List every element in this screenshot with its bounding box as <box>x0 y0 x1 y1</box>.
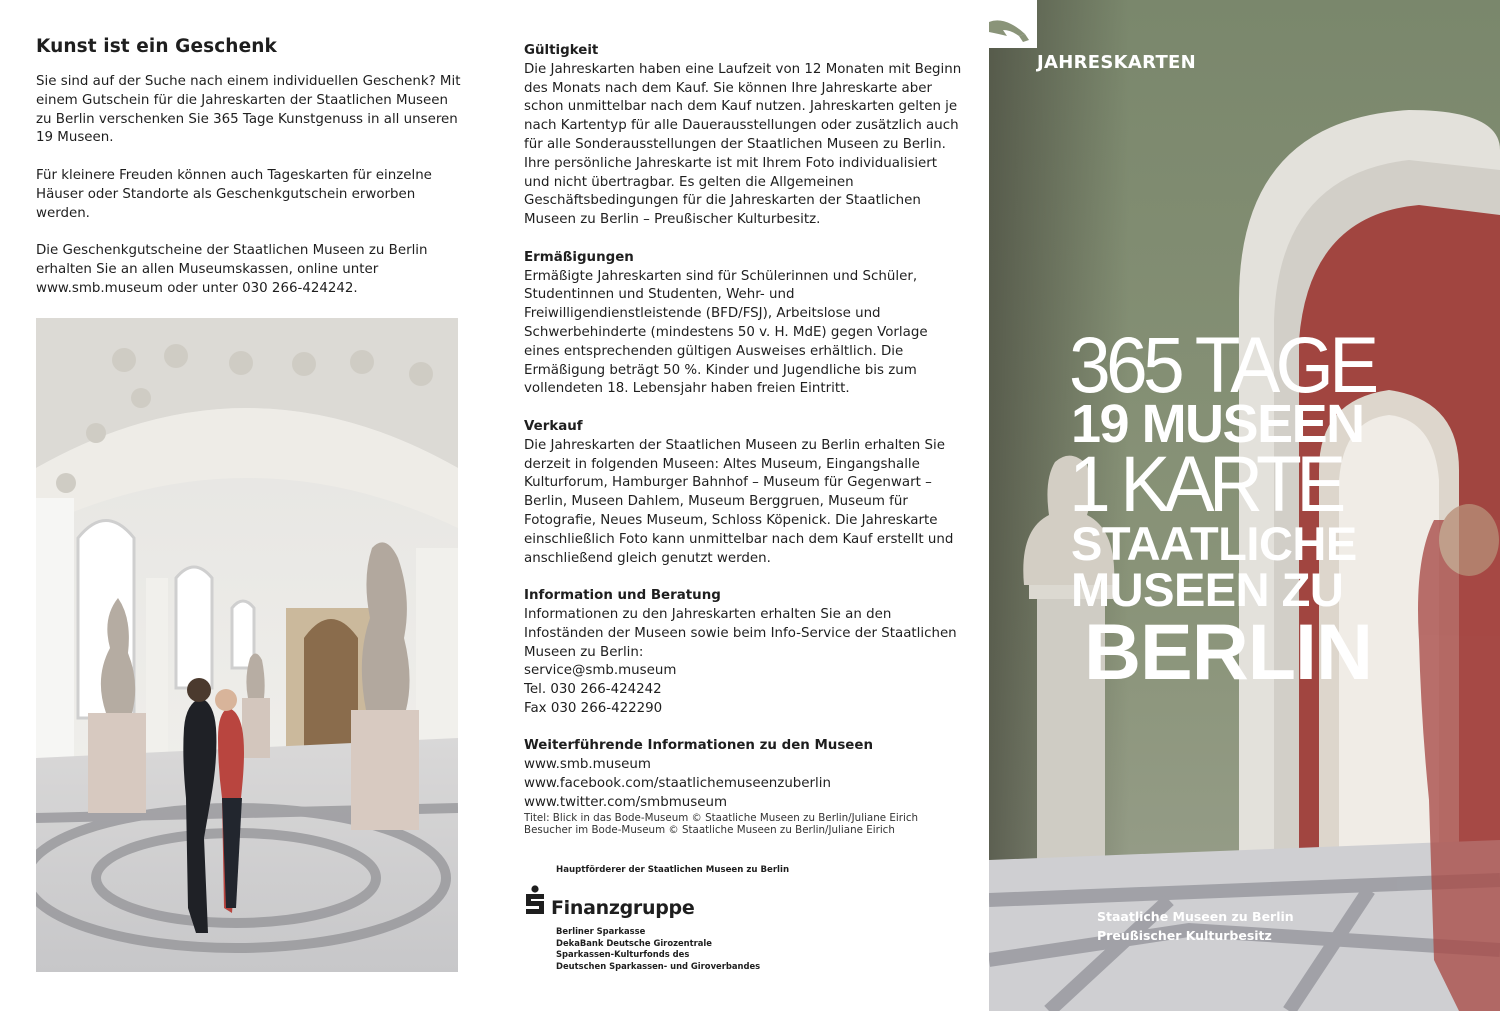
headline-365-tage: 365 TAGE <box>1069 320 1375 409</box>
link-twitter[interactable]: www.twitter.com/smbmuseum <box>524 794 727 810</box>
sponsor-member: Berliner Sparkasse <box>556 926 646 936</box>
headline-1-karte: 1 KARTE <box>1069 439 1341 528</box>
sponsor-member: Deutschen Sparkassen- und Giroverbandes <box>556 960 761 971</box>
sponsor-list <box>556 926 760 972</box>
sparkasse-logo-icon <box>524 885 546 915</box>
info-tel: Tel. 030 266-424242 <box>524 682 662 698</box>
validity-section <box>524 42 964 230</box>
headline-staatliche: STAATLICHE <box>1071 517 1357 570</box>
info-email[interactable]: service@smb.museum <box>524 663 677 679</box>
credit-line-2: Besucher im Bode-Museum © Staatliche Museen zu Berlin/Juliane Eirich <box>524 824 895 837</box>
sponsor-heading: Hauptförderer der Staatlichen Museen zu Berlin <box>556 865 790 875</box>
validity-title: Gültigkeit <box>524 43 599 58</box>
gift-heading: Kunst ist ein Geschenk <box>36 36 277 57</box>
sponsor-member: DekaBank Deutsche Girozentrale <box>556 937 712 948</box>
link-facebook[interactable]: www.facebook.com/staatlichemuseenzuberlin <box>524 776 831 792</box>
photo-credits <box>524 812 918 836</box>
sales-body: Die Jahreskarten der Staatlichen Museen zu Berlin erhalten Sie derzeit in folgenden Museen: Altes Museum, Eingangshalle Kulturforum, Hamburger Bahnhof – Museum für Gegenwart – Berlin, Museen Dahlem, Museum Berggruen, Museum für Fotografie, Neues Museum, Schloss Köpenick. Die Jahreskarte einschließlich Foto kann unmittelbar nach dem Kauf erstellt und anschließend gleich genutzt werden. <box>524 437 954 566</box>
finanzgruppe-wordmark: Finanzgruppe <box>551 897 695 919</box>
publisher-text <box>1097 907 1294 945</box>
credit-line-1: Titel: Blick in das Bode-Museum © Staatliche Museen zu Berlin/Juliane Eirich <box>524 812 919 824</box>
info-title: Information und Beratung <box>524 588 721 604</box>
publisher-name: Staatliche Museen zu Berlin <box>1097 909 1294 924</box>
discounts-title: Ermäßigungen <box>524 249 634 265</box>
discounts-body: Ermäßigte Jahreskarten sind für Schülerinnen und Schüler, Studentinnen und Studenten, Wehr- und Freiwilligendienstleistende (BFD/FSJ), Arbeitslose und Schwerbehinderte (mindestens 50 v. H. MdE) gegen Vorlage eines entsprechenden gültigen Ausweises erhältlich. Die Ermäßigung beträgt 50 %. Kinder und Jugendliche bis zum vollendeten 18. Lebensjahr haben freien Eintritt. <box>524 268 928 397</box>
sales-title: Verkauf <box>524 418 583 434</box>
headline-19-museen: 19 MUSEEN <box>1071 394 1364 454</box>
sales-section <box>524 418 964 568</box>
headline-museen-zu: MUSEEN ZU <box>1071 563 1344 616</box>
validity-body: Die Jahreskarten haben eine Laufzeit von 12 Monaten mit Beginn des Monats nach dem Kauf. Sie können Ihre Jahreskarte aber schon unmittelbar nach dem Kauf nutzen. Jahreskarten gelten je nach Kartentyp für alle Dauerausstellungen oder zusätzlich auch für alle Sonderausstellungen der Staatlichen Museen zu Berlin. Ihre persönliche Jahreskarte ist mit Ihrem Foto individualisiert und nicht übertragbar. Es gelten die Allgemeinen Geschäftsbedingungen für die Jahreskarten der Staatlichen Museen zu Berlin – Preußischer Kulturbesitz. <box>524 61 962 228</box>
cover-kicker: JAHRESKARTEN <box>1037 52 1196 73</box>
link-smb[interactable]: www.smb.museum <box>524 757 651 773</box>
headline-berlin: BERLIN <box>1084 607 1373 696</box>
discounts-section <box>524 249 964 399</box>
museum-hall-photo <box>36 318 458 972</box>
info-section <box>524 587 964 719</box>
cover-panel <box>989 0 1500 1011</box>
gift-paragraph-3: Die Geschenkgutscheine der Staatlichen Museen zu Berlin erhalten Sie an allen Museumskassen, online unter www.smb.museum oder unter 030 266-424242. <box>36 243 428 296</box>
info-column <box>524 42 964 831</box>
info-body: Informationen zu den Jahreskarten erhalten Sie an den Infoständen der Museen sowie beim Info-Service der Staatlichen Museen zu Berlin: <box>524 606 957 660</box>
sponsor-member: Sparkassen-Kulturfonds des <box>556 949 690 959</box>
links-section <box>524 737 964 812</box>
links-title: Weiterführende Informationen zu den Museen <box>524 738 873 754</box>
publisher-foundation: Preußischer Kulturbesitz <box>1097 928 1272 943</box>
info-fax: Fax 030 266-422290 <box>524 700 663 716</box>
gift-paragraph-2: Für kleinere Freuden können auch Tageskarten für einzelne Häuser oder Standorte als Geschenkgutschein erworben werden. <box>36 167 432 221</box>
gift-paragraph-1: Sie sind auf der Suche nach einem individuellen Geschenk? Mit einem Gutschein für die Jahreskarten der Staatlichen Museen zu Berlin verschenken Sie 365 Tage Kunstgenuss in all unseren 19 Museen. <box>36 74 461 146</box>
smb-eagle-logo-icon <box>989 0 1037 48</box>
gift-section <box>36 36 461 317</box>
